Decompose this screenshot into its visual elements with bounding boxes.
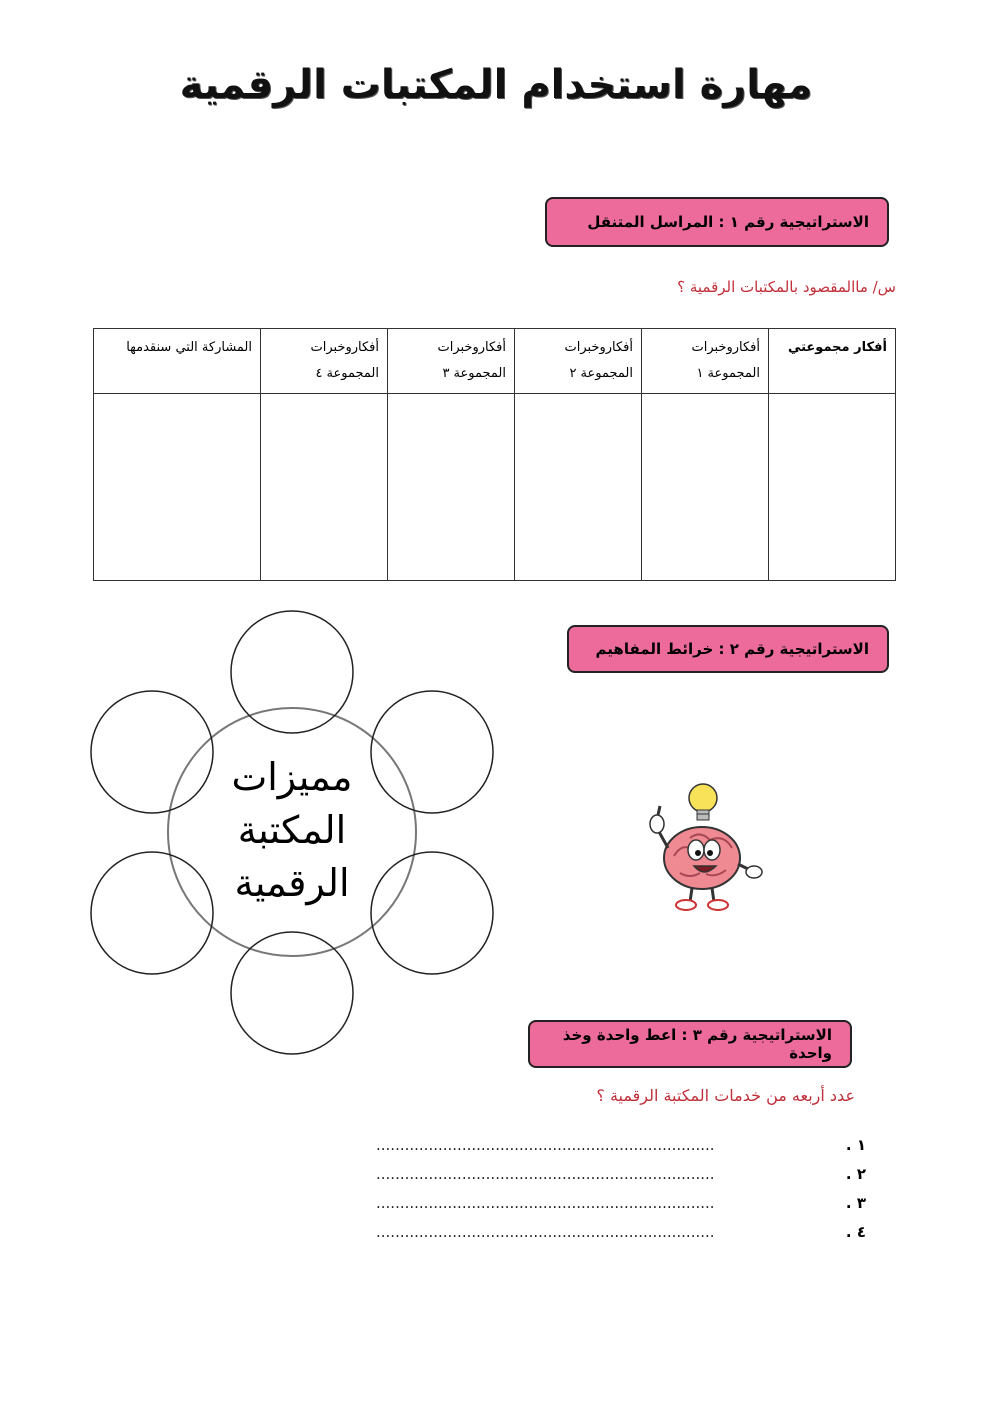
strategy-2-label: الاستراتيجية رقم ٢ : خرائط المفاهيم xyxy=(595,640,869,658)
header-my-group: أفكار مجموعتي xyxy=(769,329,896,394)
table-header-row xyxy=(94,329,896,394)
strategy-3-question: عدد أربعه من خدمات المكتبة الرقمية ؟ xyxy=(596,1086,855,1105)
concept-map-bubble-upper-left[interactable] xyxy=(91,691,213,813)
answer-list xyxy=(376,1130,866,1246)
strategy-1-question: س/ ماالمقصود بالمكتبات الرقمية ؟ xyxy=(677,278,896,296)
concept-map-bubble-upper-right[interactable] xyxy=(371,691,493,813)
concept-center-line-1: مميزات xyxy=(231,755,353,799)
table-row xyxy=(94,394,896,581)
cell-my-group[interactable] xyxy=(769,394,896,581)
strategy-1-label: الاستراتيجية رقم ١ : المراسل المتنقل xyxy=(587,213,869,231)
list-item[interactable] xyxy=(376,1159,866,1188)
answer-line[interactable]: ....................................................................... xyxy=(376,1222,715,1241)
concept-center-line-2: المكتبة xyxy=(237,808,347,852)
concept-map-bubble-bottom[interactable] xyxy=(231,932,353,1054)
concept-map xyxy=(80,600,510,1070)
header-group-2: أفكاروخبرات المجموعة ٢ xyxy=(515,329,642,394)
cell-our-contribution[interactable] xyxy=(94,394,261,581)
strategy-2-box xyxy=(567,625,889,673)
strategy-3-label: الاستراتيجية رقم ٣ : اعط واحدة وخذ واحدة xyxy=(562,1026,832,1062)
concept-map-bubble-top[interactable] xyxy=(231,611,353,733)
ideas-table xyxy=(93,328,896,581)
list-item[interactable] xyxy=(376,1217,866,1246)
header-group-1: أفكاروخبرات المجموعة ١ xyxy=(642,329,769,394)
list-item-number: ٢ . xyxy=(845,1164,866,1183)
header-group-4: أفكاروخبرات المجموعة ٤ xyxy=(261,329,388,394)
header-group-3: أفكاروخبرات المجموعة ٣ xyxy=(388,329,515,394)
page-title: مهارة استخدام المكتبات الرقمية xyxy=(179,62,813,108)
list-item[interactable] xyxy=(376,1130,866,1159)
answer-line[interactable]: ....................................................................... xyxy=(376,1193,715,1212)
cell-group-4[interactable] xyxy=(261,394,388,581)
answer-line[interactable]: ....................................................................... xyxy=(376,1164,715,1183)
cell-group-2[interactable] xyxy=(515,394,642,581)
concept-center-line-3: الرقمية xyxy=(234,861,350,905)
concept-map-bubble-lower-left[interactable] xyxy=(91,852,213,974)
cell-group-1[interactable] xyxy=(642,394,769,581)
list-item-number: ٣ . xyxy=(845,1193,866,1212)
concept-map-bubble-lower-right[interactable] xyxy=(371,852,493,974)
strategy-1-box xyxy=(545,197,889,247)
strategy-3-box xyxy=(528,1020,852,1068)
list-item-number: ٤ . xyxy=(845,1222,866,1241)
answer-line[interactable]: ....................................................................... xyxy=(376,1135,715,1154)
list-item[interactable] xyxy=(376,1188,866,1217)
brain-lightbulb-icon xyxy=(640,778,770,913)
cell-group-3[interactable] xyxy=(388,394,515,581)
list-item-number: ١ . xyxy=(845,1135,866,1154)
header-our-contribution: المشاركة التي سنقدمها xyxy=(94,329,261,394)
